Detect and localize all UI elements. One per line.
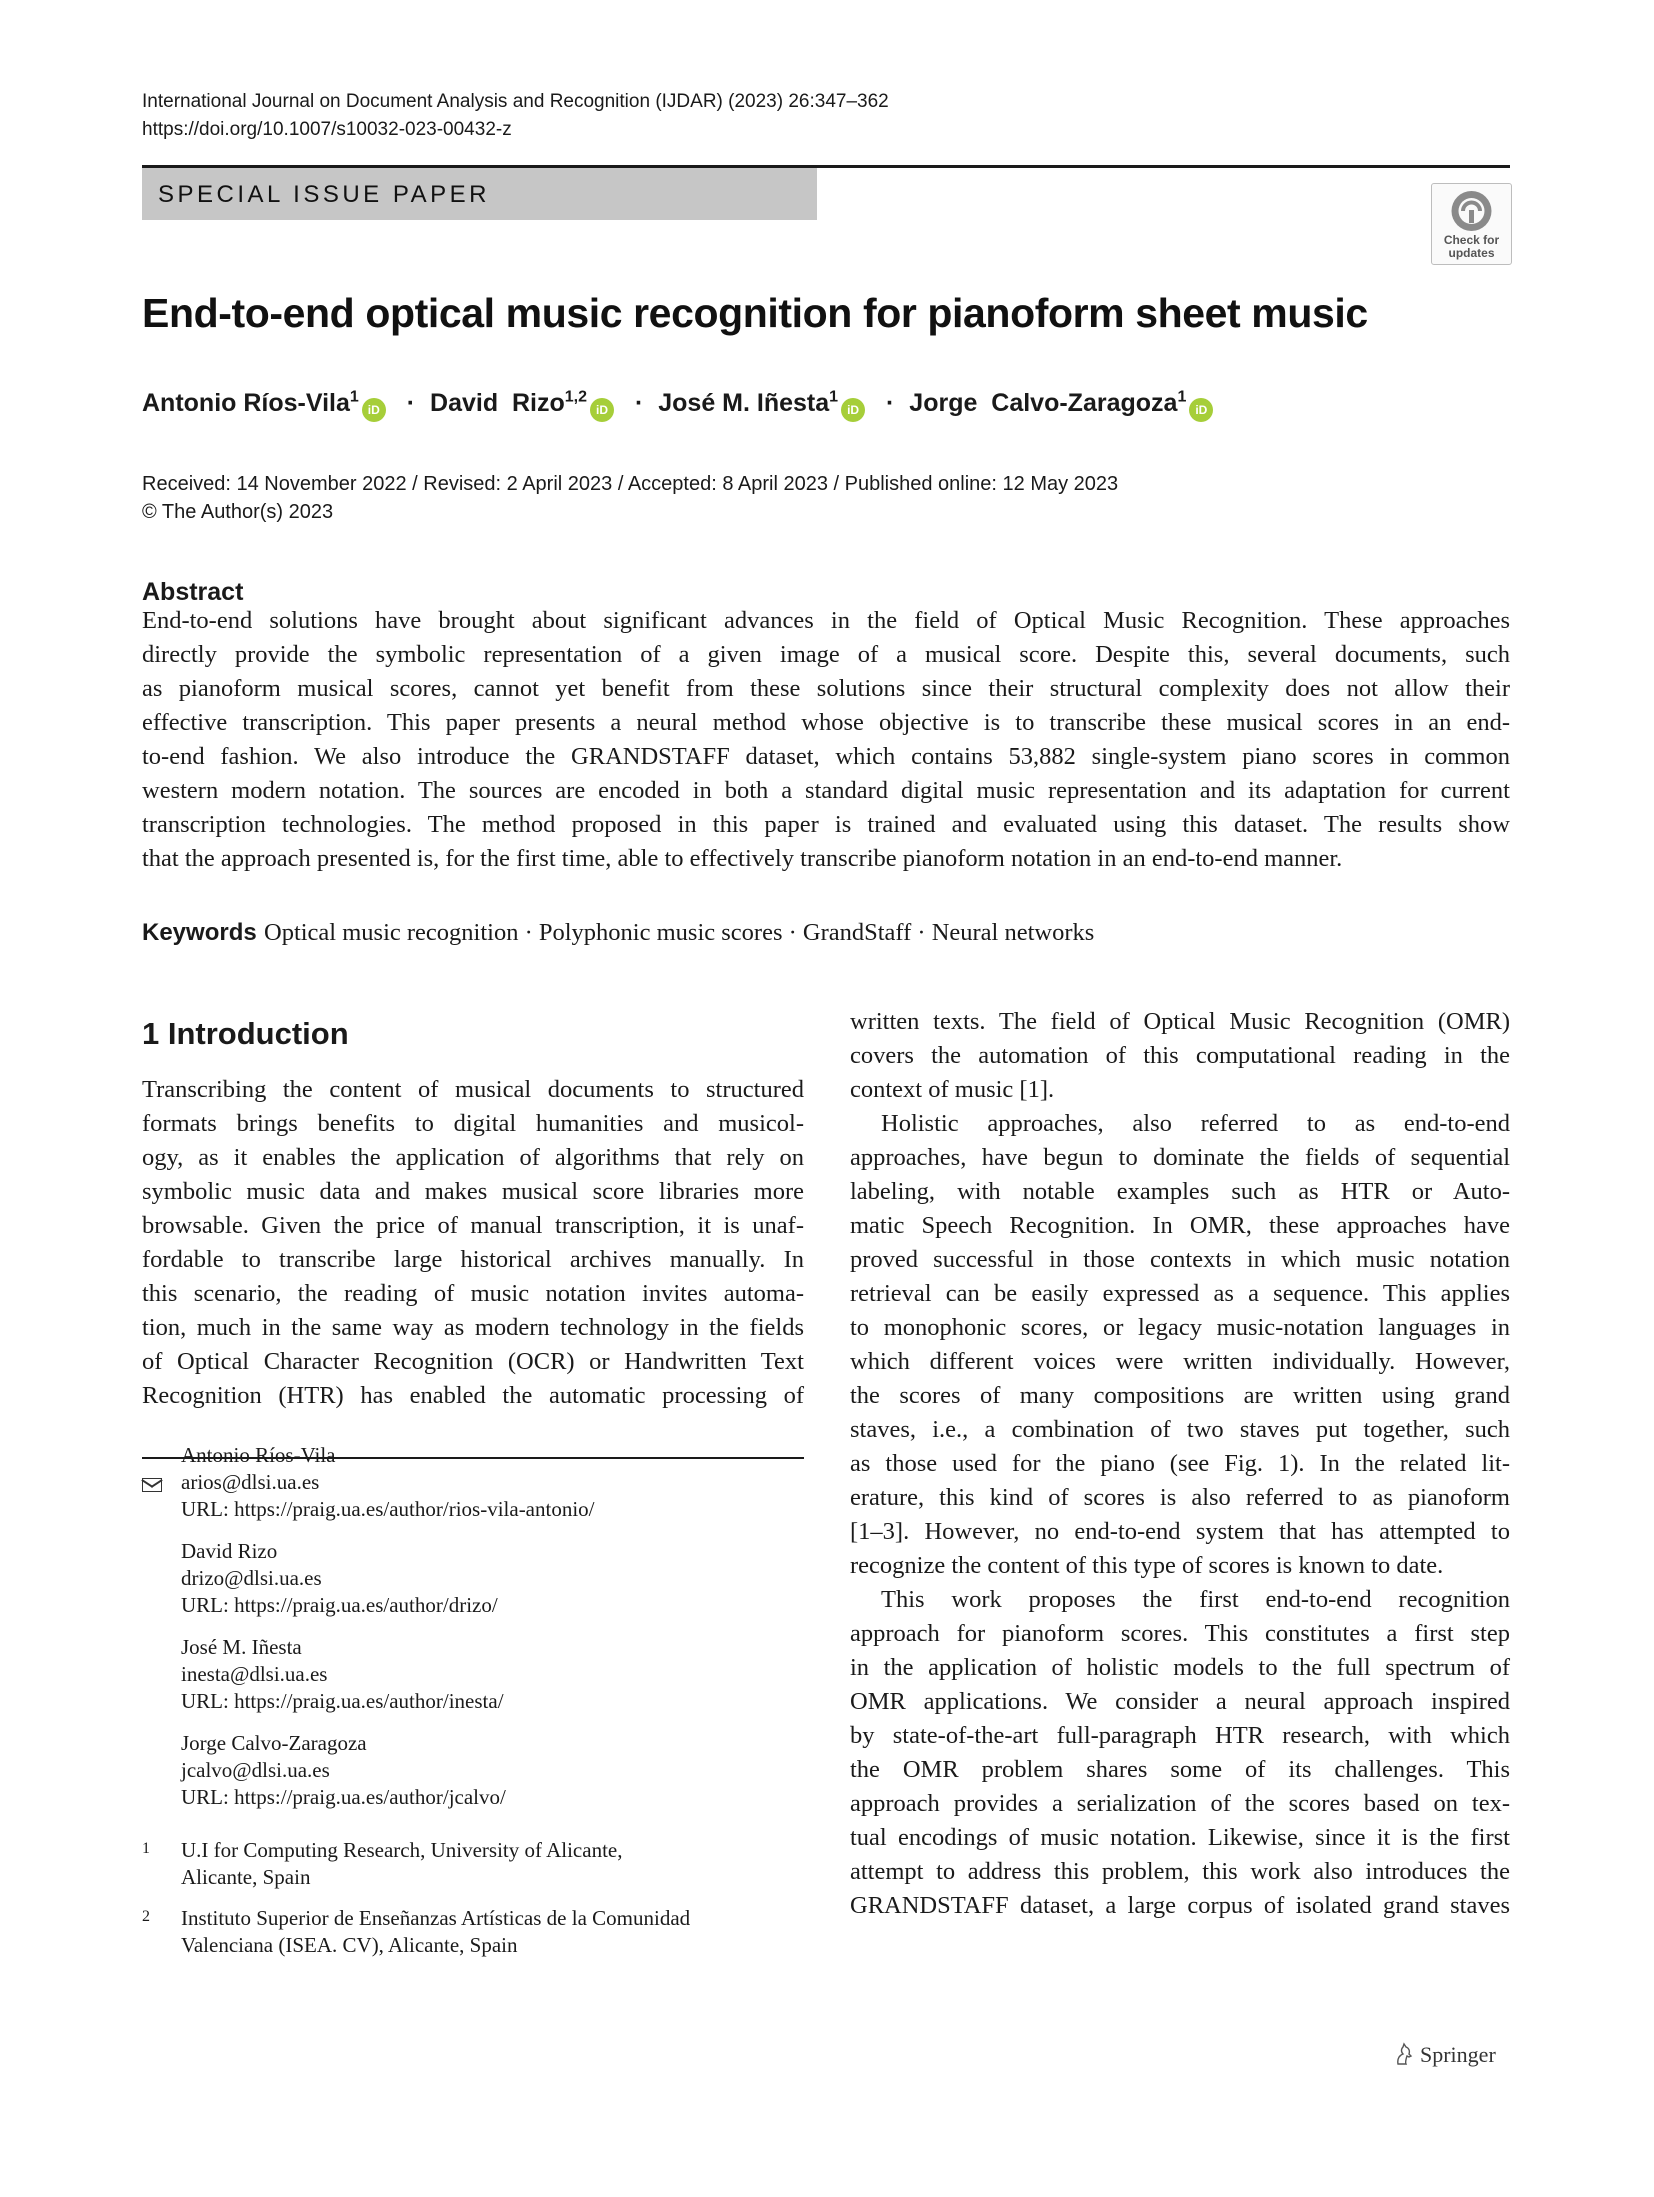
paper-title: End-to-end optical music recognition for pianoform sheet music	[142, 290, 1368, 336]
check-updates-icon	[1432, 186, 1511, 236]
author-name: Jorge Calvo-Zaragoza	[909, 389, 1178, 417]
contact-line: José M. Iñesta	[181, 1635, 302, 1659]
check-updates-line1: Check for	[1443, 233, 1500, 247]
text-line: recognize the content of this type of scores is known to date.	[850, 1552, 1444, 1579]
text-line: approach provides a serialization of the scores based on tex-	[850, 1790, 1510, 1817]
doi-link[interactable]: https://doi.org/10.1007/s10032-023-00432-z	[142, 119, 512, 140]
text-line: the OMR problem shares some of its challenges. This	[850, 1756, 1510, 1783]
text-line: western modern notation. The sources are encoded in both a standard digital music representation and its adaptation for current	[142, 777, 1510, 804]
contact-line[interactable]: arios@dlsi.ua.es	[181, 1470, 320, 1494]
text-line: approach for pianoform scores. This constitutes a first step	[850, 1620, 1510, 1647]
author-affiliation: 1,2	[564, 388, 588, 406]
text-line: as pianoform musical scores, cannot yet benefit from these solutions since their structural complexity does not allow their	[142, 675, 1510, 702]
text-line: ogy, as it enables the application of algorithms that rely on	[142, 1144, 804, 1171]
check-updates-line2: updates	[1448, 246, 1495, 260]
abstract-heading: Abstract	[142, 578, 244, 606]
author-separator: ·	[406, 389, 416, 417]
author-name: David Rizo	[430, 389, 565, 417]
author-affiliation: 1	[829, 388, 839, 406]
contact-line[interactable]: jcalvo@dlsi.ua.es	[181, 1758, 330, 1782]
affiliation-line: Valenciana (ISEA. CV), Alicante, Spain	[181, 1933, 518, 1957]
affiliation-line: U.I for Computing Research, University of Alicante,	[181, 1838, 623, 1862]
issue-type-label: SPECIAL ISSUE PAPER	[158, 181, 490, 208]
history-dates: Received: 14 November 2022 / Revised: 2 April 2023 / Accepted: 8 April 2023 / Published online: 12 May 2023	[142, 473, 1119, 495]
contact-line[interactable]: URL: https://praig.ua.es/author/rios-vila-antonio/	[181, 1497, 595, 1521]
contact-line[interactable]: URL: https://praig.ua.es/author/jcalvo/	[181, 1785, 506, 1809]
publisher-name: Springer	[1420, 2042, 1496, 2067]
affiliation-line: Alicante, Spain	[181, 1865, 311, 1889]
text-line: effective transcription. This paper presents a neural method whose objective is to transcribe these musical scores in an end-	[142, 709, 1510, 736]
publication-dates	[142, 470, 1118, 526]
text-line: GRANDSTAFF dataset, a large corpus of isolated grand staves	[850, 1892, 1510, 1919]
author-separator: ·	[886, 389, 895, 417]
text-line: OMR applications. We consider a neural approach inspired	[850, 1688, 1510, 1715]
author-affiliation: 1	[1177, 388, 1187, 406]
author-name: José M. Iñesta	[658, 389, 830, 417]
text-line: of Optical Character Recognition (OCR) or Handwritten Text	[142, 1348, 804, 1375]
orcid-icon[interactable]: iD	[590, 398, 614, 422]
check-for-updates-badge[interactable]	[1431, 183, 1512, 265]
publisher-logo	[1394, 2042, 1496, 2068]
contact-line[interactable]: drizo@dlsi.ua.es	[181, 1566, 322, 1590]
text-line: to-end fashion. We also introduce the GRANDSTAFF dataset, which contains 53,882 single-system piano scores in common	[142, 743, 1510, 770]
orcid-icon[interactable]: iD	[362, 398, 386, 422]
text-line: transcription technologies. The method proposed in this paper is trained and evaluated using this dataset. The results show	[142, 811, 1510, 838]
text-line: Recognition (HTR) has enabled the automatic processing of	[142, 1382, 804, 1409]
orcid-icon[interactable]: iD	[841, 398, 865, 422]
text-line: [1–3]. However, no end-to-end system that has attempted to	[850, 1518, 1510, 1545]
text-line: by state-of-the-art full-paragraph HTR research, with which	[850, 1722, 1510, 1749]
text-line: approaches, have begun to dominate the fields of sequential	[850, 1144, 1510, 1171]
text-line: formats brings benefits to digital humanities and musicol-	[142, 1110, 804, 1137]
text-line: that the approach presented is, for the first time, able to effectively transcribe pianoform notation in an end-to-end manner.	[142, 845, 1343, 872]
text-line: labeling, with notable examples such as HTR or Auto-	[850, 1178, 1510, 1205]
text-line: staves, i.e., a combination of two staves put together, such	[850, 1416, 1510, 1443]
text-line: symbolic music data and makes musical score libraries more	[142, 1178, 804, 1205]
contact-line: Antonio Ríos-Vila	[181, 1443, 336, 1467]
text-line: End-to-end solutions have brought about significant advances in the field of Optical Music Recognition. These approaches	[142, 607, 1510, 634]
text-line: tual encodings of music notation. Likewise, since it is the first	[850, 1824, 1510, 1851]
contact-line[interactable]: inesta@dlsi.ua.es	[181, 1662, 328, 1686]
text-line: matic Speech Recognition. In OMR, these approaches have	[850, 1212, 1510, 1239]
text-line: This work proposes the first end-to-end recognition	[881, 1586, 1510, 1613]
text-line: as those used for the piano (see Fig. 1). In the related lit-	[850, 1450, 1510, 1477]
text-line: written texts. The field of Optical Music Recognition (OMR)	[850, 1008, 1510, 1035]
text-line: the scores of many compositions are written using grand	[850, 1382, 1510, 1409]
affiliation-number: 2	[142, 1908, 150, 1925]
text-line: Transcribing the content of musical documents to structured	[142, 1076, 804, 1103]
text-line: tion, much in the same way as modern technology in the fields	[142, 1314, 804, 1341]
author-name: Antonio Ríos-Vila	[142, 389, 350, 417]
text-line: proved successful in those contexts in which music notation	[850, 1246, 1510, 1273]
contact-line: David Rizo	[181, 1539, 278, 1563]
text-line: retrieval can be easily expressed as a sequence. This applies	[850, 1280, 1510, 1307]
keywords-label: Keywords	[142, 919, 257, 946]
text-line: to monophonic scores, or legacy music-notation languages in	[850, 1314, 1510, 1341]
affiliation-line: Instituto Superior de Enseñanzas Artísticas de la Comunidad	[181, 1906, 691, 1930]
journal-citation: International Journal on Document Analysis and Recognition (IJDAR) (2023) 26:347–362	[142, 91, 889, 112]
springer-horse-icon	[1394, 2042, 1414, 2066]
contact-line[interactable]: URL: https://praig.ua.es/author/inesta/	[181, 1689, 504, 1713]
text-line: attempt to address this problem, this work also introduces the	[850, 1858, 1510, 1885]
text-line: which different voices were written individually. However,	[850, 1348, 1510, 1375]
author-affiliation: 1	[349, 388, 359, 406]
envelope-icon	[142, 1478, 162, 1492]
text-line: Holistic approaches, also referred to as end-to-end	[881, 1110, 1510, 1137]
text-line: context of music [1].	[850, 1076, 1055, 1103]
author-separator: ·	[634, 389, 644, 417]
text-line: directly provide the symbolic representation of a given image of a musical score. Despite this, several documents, such	[142, 641, 1510, 668]
copyright-notice: © The Author(s) 2023	[142, 501, 334, 523]
text-line: browsable. Given the price of manual transcription, it is unaf-	[142, 1212, 804, 1239]
author-list	[142, 389, 1219, 422]
text-line: erature, this kind of scores is also referred to as pianoform	[850, 1484, 1510, 1511]
text-line: this scenario, the reading of music notation invites automa-	[142, 1280, 804, 1307]
orcid-icon[interactable]: iD	[1189, 398, 1213, 422]
contact-line[interactable]: URL: https://praig.ua.es/author/drizo/	[181, 1593, 498, 1617]
affiliation-number: 1	[142, 1840, 150, 1857]
text-line: covers the automation of this computational reading in the	[850, 1042, 1510, 1069]
text-line: in the application of holistic models to the full spectrum of	[850, 1654, 1510, 1681]
text-line: fordable to transcribe large historical archives manually. In	[142, 1246, 804, 1273]
section-heading: 1 Introduction	[142, 1016, 349, 1051]
keywords-list: Optical music recognition · Polyphonic music scores · GrandStaff · Neural networks	[264, 919, 1095, 946]
contact-line: Jorge Calvo-Zaragoza	[181, 1731, 367, 1755]
